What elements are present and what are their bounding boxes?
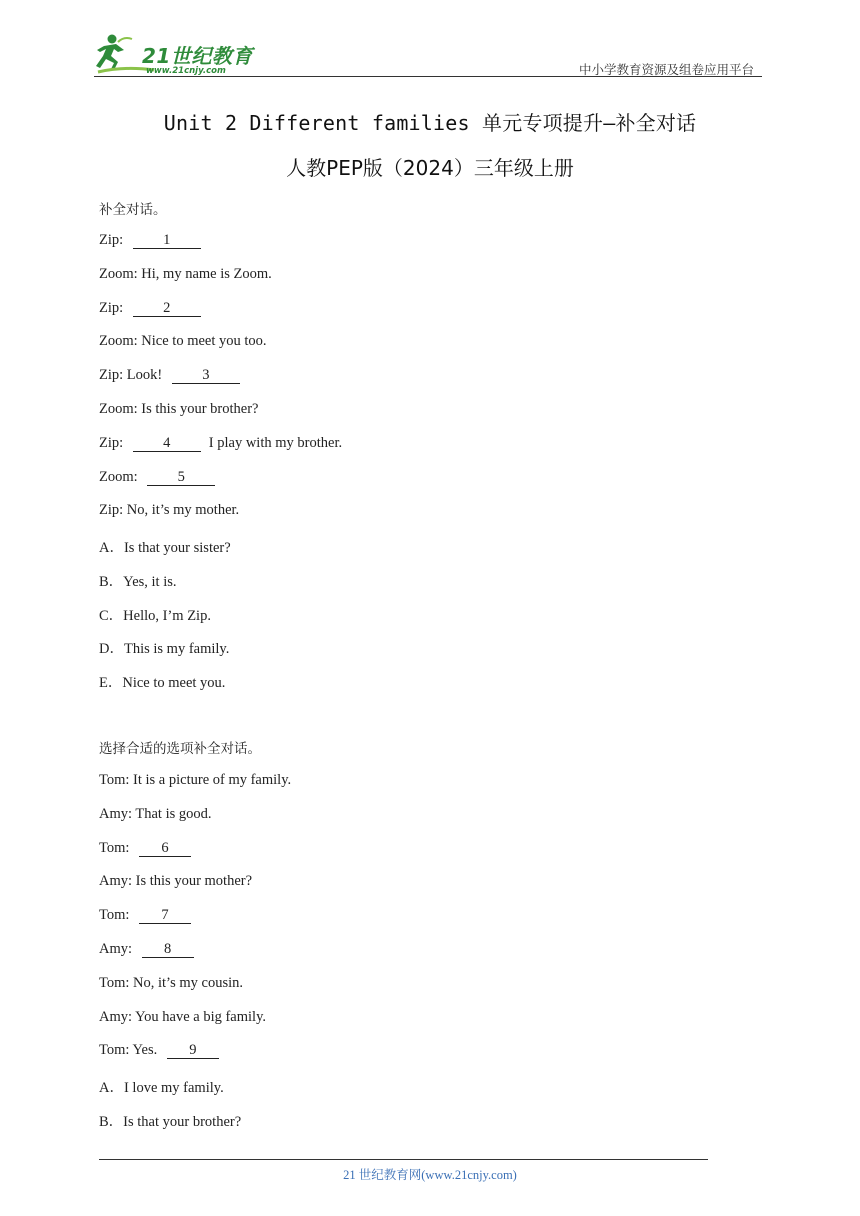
dialogue-line: [99, 333, 267, 350]
answer-blank[interactable]: 5: [147, 470, 215, 486]
dialogue-line: [99, 907, 191, 924]
dialogue-text: Tom: Yes.: [99, 1042, 161, 1059]
dialogue-text: Zip: No, it’s my mother.: [99, 502, 240, 519]
section2-instruction: 选择合适的选项补全对话。: [99, 741, 261, 757]
header-platform-text: 中小学教育资源及组卷应用平台: [578, 63, 754, 77]
dialogue-text: Zoom: Hi, my name is Zoom.: [99, 265, 272, 282]
dialogue-text: Zip:: [99, 434, 127, 451]
option-item: A．I love my family.: [99, 1080, 224, 1096]
answer-blank[interactable]: 6: [139, 841, 191, 857]
dialogue-text: Amy: Is this your mother?: [99, 873, 253, 890]
dialogue-line: [99, 941, 194, 958]
dialogue-text: Amy: You have a big family.: [99, 1008, 267, 1025]
option-item: D．This is my family.: [99, 641, 230, 658]
dialogue-line: [99, 1009, 266, 1026]
dialogue-line: [99, 1042, 219, 1059]
dialogue-line: [99, 367, 240, 384]
dialogue-line: [99, 502, 239, 519]
dialogue-line: [99, 300, 201, 317]
footer-source: 21 世纪教育网(www.21cnjy.com): [343, 1168, 517, 1182]
dialogue-text: Zip:: [99, 232, 127, 248]
answer-blank[interactable]: 9: [167, 1043, 219, 1059]
dialogue-text: Tom:: [99, 907, 134, 924]
dialogue-line: [99, 435, 342, 452]
dialogue-text: Amy:: [99, 941, 136, 957]
answer-blank[interactable]: 4: [133, 436, 201, 452]
answer-blank[interactable]: 7: [139, 908, 191, 924]
answer-blank[interactable]: 8: [142, 942, 194, 958]
dialogue-text: Tom:: [99, 839, 134, 856]
dialogue-line: [99, 806, 212, 823]
answer-blank[interactable]: 2: [133, 301, 201, 317]
dialogue-line: [99, 266, 272, 283]
dialogue-line: [99, 772, 291, 789]
dialogue-text: Zip:: [99, 299, 127, 316]
dialogue-line: [99, 873, 252, 890]
dialogue-text: Tom: No, it’s my cousin.: [99, 974, 243, 991]
option-item: B．Is that your brother?: [99, 1113, 242, 1130]
dialogue-line: [99, 840, 191, 857]
page-subtitle: 人教PEP版（2024）三年级上册: [286, 156, 574, 180]
dialogue-text-after: I play with my brother.: [208, 434, 343, 451]
footer-divider: [99, 1159, 708, 1160]
page-title: Unit 2 Different families 单元专项提升—补全对话: [163, 111, 697, 135]
answer-blank[interactable]: 3: [172, 368, 240, 384]
dialogue-line: [99, 232, 201, 249]
option-item: A．Is that your sister?: [99, 540, 231, 556]
logo-url: www.21cnjy.com: [146, 66, 226, 76]
site-logo: [94, 30, 264, 78]
dialogue-text: Tom: It is a picture of my family.: [99, 772, 292, 788]
dialogue-text: Zoom: Is this your brother?: [99, 401, 259, 417]
dialogue-text: Zoom:: [99, 468, 142, 485]
dialogue-text: Amy: That is good.: [99, 805, 212, 822]
dialogue-text: Zoom: Nice to meet you too.: [99, 333, 267, 350]
dialogue-line: [99, 469, 215, 486]
option-item: E．Nice to meet you.: [99, 675, 226, 692]
dialogue-line: [99, 975, 243, 992]
option-item: B．Yes, it is.: [99, 573, 177, 590]
header-divider: [94, 76, 762, 77]
logo-text: 21世纪教育: [142, 44, 253, 68]
section1-instruction: 补全对话。: [99, 202, 167, 218]
dialogue-line: [99, 401, 258, 418]
answer-blank[interactable]: 1: [133, 233, 201, 249]
dialogue-text: Zip: Look!: [99, 367, 166, 384]
option-item: C．Hello, I’m Zip.: [99, 607, 211, 624]
